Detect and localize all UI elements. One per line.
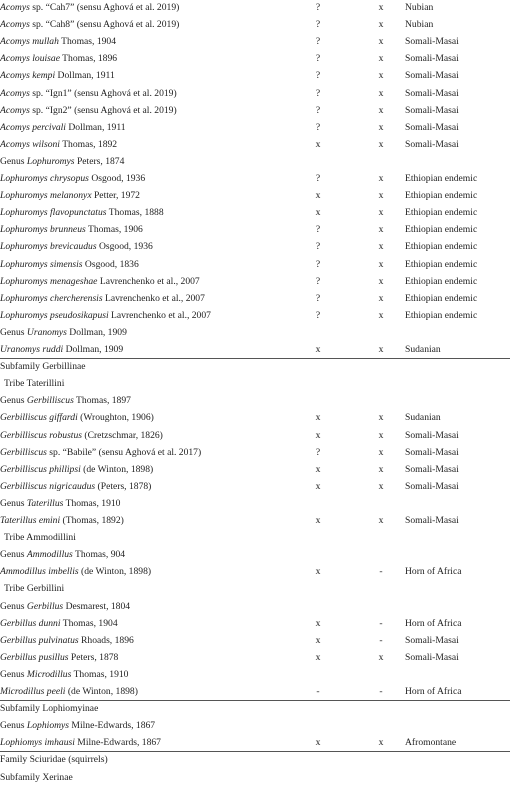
species-name: Gerbilliscus robustus (0, 429, 82, 441)
genus-name: Taterillus (26, 497, 64, 509)
species-name: Lophuromys menageshae (0, 275, 98, 287)
genus-name: Uranomys (26, 326, 67, 338)
group-heading: Family Sciuridae (squirrels) (0, 754, 108, 766)
genus-authority: Thomas, 1910 (71, 668, 129, 680)
presence-col-1: - (316, 686, 320, 697)
group-heading: Subfamily Xerinae (0, 771, 73, 783)
species-authority: (Thomas, 1892) (60, 515, 124, 526)
region-cell: Somali-Masai (405, 463, 459, 475)
presence-col-1: ? (315, 275, 321, 287)
region-cell: Somali-Masai (405, 87, 459, 99)
region-cell: Horn of Africa (405, 566, 462, 578)
taxon-cell (0, 309, 211, 323)
genus-authority: Milne-Edwards, 1867 (69, 720, 156, 732)
genus-prefix: Genus (0, 720, 27, 732)
presence-col-1: x (315, 737, 321, 749)
group-heading: Subfamily Gerbillinae (0, 361, 86, 373)
taxon-cell (0, 326, 127, 340)
presence-col-1: ? (315, 2, 321, 13)
species-authority: Lavrenchenko et al., 2007 (97, 275, 200, 287)
region-cell: Somali-Masai (405, 36, 459, 48)
region-cell: Ethiopian endemic (405, 275, 478, 287)
species-authority: (Peters, 1878) (95, 480, 152, 492)
table-row (0, 735, 510, 752)
species-name: Gerbilliscus (0, 446, 47, 458)
region-cell: Somali-Masai (405, 53, 459, 65)
presence-col-1: ? (315, 446, 321, 458)
species-name: Lophuromys brunneus (0, 224, 86, 236)
species-authority: Thomas, 1888 (106, 207, 164, 219)
table-row (0, 599, 510, 616)
presence-col-2: x (378, 480, 384, 492)
genus-authority: Peters, 1874 (74, 155, 125, 167)
table-row (0, 154, 510, 171)
table-row (0, 68, 510, 85)
presence-col-2: x (378, 275, 384, 287)
presence-col-2: x (378, 190, 384, 202)
presence-col-2: x (378, 104, 384, 116)
table-row (0, 222, 510, 239)
taxon-cell (0, 1, 179, 15)
species-authority: sp. “Ign2” (sensu Aghová et al. 2019) (29, 104, 177, 116)
species-name: Microdillus peeli (0, 686, 66, 697)
taxon-cell (0, 35, 116, 49)
presence-col-2: x (378, 19, 384, 31)
table-row (0, 462, 510, 479)
species-name: Acomys (0, 87, 30, 99)
species-authority: (de Winton, 1898) (65, 686, 138, 697)
presence-col-1: ? (315, 258, 321, 270)
species-authority: Thomas, 1904 (60, 617, 118, 629)
table-row (0, 770, 510, 787)
taxon-cell (0, 18, 179, 32)
presence-col-2: - (379, 566, 383, 578)
species-authority: sp. “Ign1” (sensu Aghová et al. 2019) (29, 87, 177, 99)
presence-col-1: x (315, 138, 321, 150)
presence-col-1: x (315, 515, 321, 526)
table-row (0, 650, 510, 667)
taxon-cell (0, 172, 145, 186)
taxon-cell (0, 548, 125, 562)
presence-col-1: ? (315, 121, 321, 133)
species-authority: sp. “Cah8” (sensu Aghová et al. 2019) (29, 19, 180, 31)
species-authority: Osgood, 1936 (88, 173, 146, 184)
table-row (0, 120, 510, 137)
species-name: Taterillus emini (0, 515, 61, 526)
region-cell: Sudanian (405, 412, 441, 424)
presence-col-2: x (378, 292, 384, 304)
species-name: Acomys wilsoni (0, 138, 60, 150)
species-name: Acomys (0, 2, 30, 13)
taxon-cell (0, 480, 151, 494)
table-row (0, 581, 510, 598)
presence-col-2: x (378, 258, 384, 270)
table-row (0, 137, 510, 154)
species-name: Lophuromys brevicaudus (0, 241, 97, 253)
taxon-cell (0, 343, 123, 357)
presence-col-1: ? (315, 87, 321, 99)
table-row (0, 530, 510, 547)
taxon-cell (0, 292, 205, 306)
taxon-cell (0, 685, 138, 699)
presence-col-1: ? (315, 19, 321, 31)
table-row (0, 103, 510, 120)
presence-col-1: x (315, 190, 321, 202)
presence-col-2: x (378, 737, 384, 749)
species-name: Uranomys ruddi (0, 344, 64, 355)
table-row (0, 445, 510, 462)
taxon-cell (0, 446, 201, 460)
region-cell: Somali-Masai (405, 138, 459, 150)
species-name: Lophuromys chercherensis (0, 292, 103, 304)
presence-col-2: - (379, 634, 383, 646)
table-row (0, 564, 510, 581)
presence-col-2: x (378, 36, 384, 48)
species-authority: Dollman, 1909 (63, 344, 124, 355)
group-heading: Tribe Taterillini (4, 378, 65, 390)
genus-prefix: Genus (0, 668, 27, 680)
region-cell: Ethiopian endemic (405, 207, 478, 219)
table-row (0, 325, 510, 342)
table-row (0, 0, 510, 17)
region-cell: Nubian (405, 2, 434, 13)
region-cell: Somali-Masai (405, 70, 459, 82)
group-heading: Subfamily Lophiomyinae (0, 703, 99, 715)
table-row (0, 86, 510, 103)
presence-col-2: x (378, 429, 384, 441)
species-name: Lophuromys melanonyx (0, 190, 92, 202)
presence-col-1: x (315, 429, 321, 441)
taxon-cell (0, 497, 120, 511)
region-cell: Horn of Africa (405, 686, 462, 697)
taxon-cell (0, 651, 118, 665)
species-name: Acomys percivali (0, 121, 66, 133)
species-name: Acomys (0, 19, 30, 31)
region-cell: Somali-Masai (405, 429, 459, 441)
presence-col-2: x (378, 138, 384, 150)
taxon-cell (0, 275, 200, 289)
presence-col-1: x (315, 566, 321, 578)
table-row (0, 188, 510, 205)
genus-name: Gerbilliscus (26, 395, 74, 407)
presence-col-1: ? (315, 104, 321, 116)
table-row (0, 428, 510, 445)
presence-col-1: ? (315, 173, 321, 184)
genus-prefix: Genus (0, 497, 27, 509)
species-name: Gerbilliscus nigricaudus (0, 480, 96, 492)
table-row (0, 718, 510, 735)
taxon-cell (0, 634, 134, 648)
species-authority: Thomas, 1896 (59, 53, 118, 65)
presence-col-1: ? (315, 53, 321, 65)
table-row (0, 359, 510, 376)
species-authority: (Cretzschmar, 1826) (82, 429, 163, 441)
taxon-cell (0, 240, 153, 254)
species-authority: (de Winton, 1898) (78, 566, 152, 578)
species-name: Acomys kempi (0, 70, 56, 82)
table-row (0, 291, 510, 308)
taxon-cell (0, 206, 164, 220)
region-cell: Ethiopian endemic (405, 258, 478, 270)
taxon-cell (0, 394, 131, 408)
species-name: Gerbilliscus phillipsi (0, 463, 81, 475)
table-row (0, 701, 510, 718)
species-authority: Rhoads, 1896 (78, 634, 134, 646)
species-name: Gerbillus pusillus (0, 651, 69, 663)
group-heading: Tribe Gerbillini (4, 583, 65, 595)
presence-col-2: x (378, 87, 384, 99)
region-cell: Somali-Masai (405, 121, 459, 133)
species-authority: sp. “Babile” (sensu Aghová et al. 2017) (46, 446, 202, 458)
species-name: Acomys (0, 104, 30, 116)
taxon-cell (0, 155, 124, 169)
presence-col-2: - (379, 686, 383, 697)
presence-col-2: x (378, 2, 384, 13)
presence-col-1: x (315, 344, 321, 355)
region-cell: Somali-Masai (405, 480, 459, 492)
taxon-cell (0, 87, 177, 101)
presence-col-2: x (378, 241, 384, 253)
region-cell: Nubian (405, 19, 434, 31)
region-cell: Somali-Masai (405, 515, 459, 526)
presence-col-2: x (378, 463, 384, 475)
region-cell: Somali-Masai (405, 634, 459, 646)
table-row (0, 171, 510, 188)
genus-prefix: Genus (0, 155, 27, 167)
table-row (0, 308, 510, 325)
table-row (0, 342, 510, 359)
species-authority: Thomas, 1892 (59, 138, 118, 150)
species-authority: Thomas, 1904 (58, 36, 117, 48)
species-authority: Dollman, 1911 (55, 70, 115, 82)
genus-authority: Thomas, 1897 (73, 395, 131, 407)
taxon-cell (0, 600, 130, 614)
species-authority: (de Winton, 1898) (80, 463, 154, 475)
genus-prefix: Genus (0, 326, 27, 338)
presence-col-2: x (378, 121, 384, 133)
species-authority: Petter, 1972 (91, 190, 140, 202)
table-row (0, 376, 510, 393)
region-cell: Somali-Masai (405, 651, 459, 663)
taxon-cell (0, 736, 161, 750)
presence-col-2: x (378, 651, 384, 663)
presence-col-1: x (315, 207, 321, 219)
table-row (0, 51, 510, 68)
taxon-cell (0, 411, 154, 425)
genus-name: Microdillus (26, 668, 72, 680)
genus-authority: Thomas, 904 (72, 549, 126, 561)
region-cell: Horn of Africa (405, 617, 462, 629)
taxon-cell (0, 138, 117, 152)
presence-col-1: x (315, 617, 321, 629)
presence-col-1: ? (315, 309, 321, 321)
group-heading: Tribe Ammodillini (4, 532, 76, 544)
table-row (0, 17, 510, 34)
species-name: Gerbillus pulvinatus (0, 634, 79, 646)
region-cell: Ethiopian endemic (405, 241, 478, 253)
taxon-cell (0, 565, 151, 579)
genus-prefix: Genus (0, 549, 27, 561)
presence-col-1: ? (315, 292, 321, 304)
table-row (0, 479, 510, 496)
presence-col-1: x (315, 480, 321, 492)
species-name: Lophuromys simensis (0, 258, 83, 270)
presence-col-1: ? (315, 241, 321, 253)
presence-col-1: x (315, 634, 321, 646)
table-row (0, 513, 510, 530)
table-row (0, 239, 510, 256)
presence-col-2: x (378, 412, 384, 424)
genus-name: Lophuromys (26, 155, 75, 167)
genus-name: Ammodillus (26, 549, 73, 561)
region-cell: Afromontane (405, 737, 457, 749)
genus-authority: Desmarest, 1804 (63, 600, 131, 612)
region-cell: Somali-Masai (405, 446, 459, 458)
presence-col-2: x (378, 309, 384, 321)
region-cell: Ethiopian endemic (405, 309, 478, 321)
presence-col-2: x (378, 515, 384, 526)
taxon-cell (0, 668, 128, 682)
genus-prefix: Genus (0, 600, 27, 612)
species-authority: Osgood, 1836 (82, 258, 139, 270)
species-name: Lophuromys pseudosikapusi (0, 309, 109, 321)
presence-col-1: ? (315, 70, 321, 82)
presence-col-2: x (378, 344, 384, 355)
species-authority: Peters, 1878 (68, 651, 119, 663)
species-authority: Osgood, 1936 (96, 241, 153, 253)
presence-col-2: x (378, 207, 384, 219)
presence-col-2: x (378, 173, 384, 184)
presence-col-2: x (378, 53, 384, 65)
species-name: Lophuromys flavopunctatus (0, 207, 107, 219)
taxon-cell (0, 719, 155, 733)
taxon-cell (0, 617, 118, 631)
table-row (0, 547, 510, 564)
taxon-cell (0, 189, 140, 203)
table-row (0, 205, 510, 222)
genus-authority: Dollman, 1909 (66, 326, 127, 338)
species-authority: Thomas, 1906 (85, 224, 143, 236)
species-name: Acomys louisae (0, 53, 60, 65)
presence-col-2: x (378, 224, 384, 236)
presence-col-1: ? (315, 36, 321, 48)
taxon-cell (0, 429, 163, 443)
table-row (0, 496, 510, 513)
species-authority: sp. “Cah7” (sensu Aghová et al. 2019) (29, 2, 180, 13)
table-row (0, 616, 510, 633)
table-row (0, 257, 510, 274)
region-cell: Ethiopian endemic (405, 173, 478, 184)
genus-name: Lophiomys (26, 720, 70, 732)
table-row (0, 410, 510, 427)
taxon-cell (0, 121, 126, 135)
table-row (0, 667, 510, 684)
presence-col-1: x (315, 651, 321, 663)
presence-col-1: x (315, 463, 321, 475)
presence-col-2: - (379, 617, 383, 629)
table-row (0, 752, 510, 769)
table-row (0, 633, 510, 650)
region-cell: Somali-Masai (405, 104, 459, 116)
taxon-cell (0, 223, 143, 237)
species-name: Lophuromys chrysopus (0, 173, 89, 184)
species-authority: Lavrenchenko et al., 2007 (108, 309, 211, 321)
genus-name: Gerbillus (26, 600, 64, 612)
species-name: Gerbilliscus giffardi (0, 412, 78, 424)
taxon-cell (0, 258, 139, 272)
species-name: Lophiomys imhausi (0, 737, 75, 749)
table-row (0, 274, 510, 291)
taxon-cell (0, 52, 117, 66)
presence-col-2: x (378, 70, 384, 82)
presence-col-1: ? (315, 224, 321, 236)
presence-col-1: x (315, 412, 321, 424)
species-name: Gerbillus dunni (0, 617, 61, 629)
species-name: Ammodillus imbellis (0, 566, 79, 578)
region-cell: Sudanian (405, 344, 441, 355)
table-row (0, 393, 510, 410)
species-authority: Lavrenchenko et al., 2007 (102, 292, 205, 304)
taxon-cell (0, 514, 124, 528)
region-cell: Ethiopian endemic (405, 190, 478, 202)
species-authority: (Wroughton, 1906) (77, 412, 154, 424)
species-authority: Dollman, 1911 (65, 121, 126, 133)
species-authority: Milne-Edwards, 1867 (74, 737, 161, 749)
taxon-cell (0, 104, 177, 118)
taxon-cell (0, 463, 153, 477)
region-cell: Ethiopian endemic (405, 292, 478, 304)
genus-authority: Thomas, 1910 (63, 497, 121, 509)
taxon-cell (0, 69, 115, 83)
species-name: Acomys mullah (0, 36, 59, 48)
region-cell: Ethiopian endemic (405, 224, 478, 236)
table-row (0, 34, 510, 51)
genus-prefix: Genus (0, 395, 27, 407)
presence-col-2: x (378, 446, 384, 458)
